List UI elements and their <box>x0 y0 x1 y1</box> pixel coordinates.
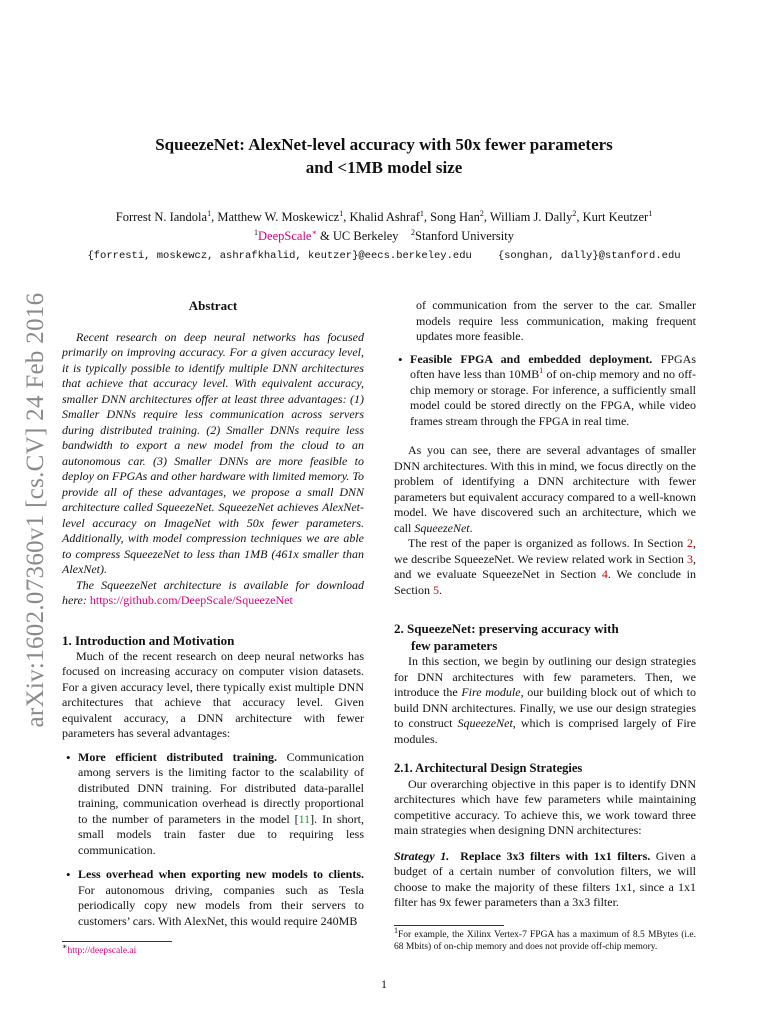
page-number: 1 <box>381 977 387 991</box>
sec2-text-a: In this section, we begin by outlining our design strategies for DNN architectures with few parameters. Then, we introduce the <box>394 654 696 699</box>
footnote-divider <box>62 941 172 942</box>
footnote-star[interactable]: ∗ <box>311 227 317 237</box>
footnote-1-text: For example, the Xilinx Vertex-7 FPGA has a maximum of 8.5 MBytes (i.e. 68 Mbits) of on-chip memory and does not provide off-chip memory. <box>394 929 696 952</box>
author-separator: , <box>343 210 350 224</box>
summary-paragraph <box>394 443 696 536</box>
affil-sup-1: 1 <box>254 227 259 237</box>
squeezenet-term-2: SqueezeNet <box>457 716 513 730</box>
list-item-exporting-models <box>62 867 364 929</box>
affiliations <box>0 229 768 244</box>
email-list <box>0 250 768 262</box>
strategy-1-title: Replace 3x3 filters with 1x1 filters. <box>460 848 651 863</box>
list-item-distributed-training <box>62 750 364 859</box>
org-text-c: , and we evaluate SqueezeNet in Section <box>394 551 696 581</box>
bullet-3-text-b: of on-chip memory and no off-chip memory or storage. For inference, a sufficiently small model could be stored directly on the FPGA, while video frames stream through the FPGA in real time. <box>410 367 696 428</box>
strategy-1-text: Given a budget of a certain number of convolution filters, we will choose to make the majority of these filters 1x1, since a 1x1 filter has 9x fewer parameters than a 3x3 filter. <box>394 848 696 909</box>
bullet-1-text: Communication among servers is the limiting factor to the scalability of distributed DNN training. For distributed data-parallel training, communication overhead is directly proportional to the number of parameters in the model [ <box>78 749 365 826</box>
github-link[interactable]: https://github.com/DeepScale/SqueezeNet <box>89 593 293 607</box>
bullet-2-text: For autonomous driving, companies such as Tesla periodically copy new models from their servers to customers’ cars. With AlexNet, this would require 240MB <box>78 882 364 928</box>
citation-11[interactable]: 11 <box>298 811 311 826</box>
author-separator: , <box>423 210 431 224</box>
list-item-fpga-deployment <box>394 352 696 430</box>
author-list <box>0 210 768 225</box>
advantages-list-continued <box>394 352 696 430</box>
strategy-1-label: Strategy 1. <box>394 848 450 863</box>
author-separator: , <box>483 210 490 224</box>
right-column <box>394 298 696 953</box>
abstract-heading: Abstract <box>188 298 238 313</box>
affil-sup-2: 2 <box>411 227 416 237</box>
deepscale-link[interactable]: DeepScale <box>258 229 312 243</box>
author-affil-sup: 1 <box>207 208 212 218</box>
abstract <box>62 330 364 609</box>
sec2-text-c: , which is comprised largely of Fire modules. <box>394 716 696 746</box>
abstract-availability-text: The SqueezeNet architecture is available for download here: <box>62 577 364 607</box>
footnote-divider-right <box>394 925 504 926</box>
abstract-paragraph-1: Recent research on deep neural networks has focused primarily on improving accuracy. For a given accuracy level, it is typically possible to identify multiple DNN architectures that achieve that accuracy level. With equivalent accuracy, smaller DNN architectures offer at least three advantages: (1) Smaller DNNs require less communication across servers during distributed training. (2) Smaller DNNs require less bandwidth to export a new model from the cloud to an autonomous car. (3) Smaller DNNs are more feasible to deploy on FPGAs and other hardware with limited memory. To provide all of these advantages, we propose a small DNN architecture called SqueezeNet. SqueezeNet achieves AlexNet-level accuracy on ImageNet with 50x fewer parameters. Additionally, with model compression techniques we are able to compress SqueezeNet to less than 1MB (461x smaller than AlexNet). <box>62 329 364 576</box>
author-name: Song Han <box>430 210 480 224</box>
footnote-1-marker[interactable]: 1 <box>539 366 544 375</box>
title-line-1: SqueezeNet: AlexNet-level accuracy with 50x fewer parameters <box>155 135 613 154</box>
organization-paragraph <box>394 536 696 598</box>
squeezenet-term: SqueezeNet <box>414 520 470 535</box>
author-name: Matthew W. Moskewicz <box>217 210 340 224</box>
advantages-list <box>62 750 364 930</box>
fire-module-term: Fire module <box>461 685 521 699</box>
section-2-heading <box>394 620 696 654</box>
title-line-2: and <1MB model size <box>305 158 463 177</box>
author-name: William J. Dally <box>489 210 573 224</box>
author-separator: , <box>576 210 583 224</box>
berkeley-emails: {forresti, moskewcz, ashrafkhalid, keutzer}@eecs.berkeley.edu <box>87 250 472 262</box>
footnote-1 <box>394 925 696 953</box>
section-2-1-paragraph: Our overarching objective in this paper is to identify DNN architectures which have few parameters while maintaining competitive accuracy. To achieve this, we work toward three main strategies when designing DNN architectures: <box>394 776 696 837</box>
sec2-text-b: , our building block out of which to build DNN architectures. Finally, we use our design strategies to construct <box>394 685 696 730</box>
bullet-3-text-a: FPGAs often have less than 10MB <box>410 351 696 381</box>
deepscale-url-link[interactable]: http://deepscale.ai <box>67 946 137 956</box>
left-column <box>62 298 364 957</box>
section-ref-4[interactable]: 4 <box>601 567 608 581</box>
author-affil-sup: 1 <box>648 208 653 218</box>
author-affil-sup: 1 <box>339 208 344 218</box>
section-2-heading-a: 2. SqueezeNet: preserving accuracy with <box>394 621 619 636</box>
paper-title <box>0 133 768 179</box>
section-2-1-heading: 2.1. Architectural Design Strategies <box>394 761 583 775</box>
abstract-paragraph-2 <box>62 578 364 609</box>
author-name: Kurt Keutzer <box>582 210 649 224</box>
section-2-paragraph <box>394 654 696 747</box>
bullet-2-title: Less overhead when exporting new models to clients. <box>78 867 364 881</box>
bullet-1-end: ]. In short, small models train faster due to requiring less communication. <box>78 811 364 857</box>
footnote-deepscale <box>62 941 364 957</box>
strategy-1-paragraph <box>394 849 696 911</box>
org-text-b: , we describe SqueezeNet. We review related work in Section <box>394 536 696 566</box>
author-affil-sup: 2 <box>479 208 484 218</box>
footnote-1-number: 1 <box>394 925 398 935</box>
stanford-emails: {songhan, dally}@stanford.edu <box>497 250 681 262</box>
summary-end: . <box>469 520 473 535</box>
author-name: Forrest N. Iandola <box>115 210 208 224</box>
arxiv-stamp: arXiv:1602.07360v1 [cs.CV] 24 Feb 2016 <box>22 292 49 728</box>
ucb-affil: & UC Berkeley <box>316 229 399 243</box>
author-separator: , <box>211 210 218 224</box>
bullet-1-title: More efficient distributed training. <box>78 749 278 764</box>
section-2-heading-b: few parameters <box>411 638 498 653</box>
bullet-2-continuation: of communication from the server to the car. Smaller models require less communication, making frequent updates more feasible. <box>416 298 696 343</box>
org-text-e: . <box>439 582 442 597</box>
stanford-affil: Stanford University <box>415 229 514 243</box>
section-ref-2[interactable]: 2 <box>687 536 693 550</box>
author-name: Khalid Ashraf <box>349 210 420 224</box>
org-text-d: . We conclude in Section <box>394 567 696 597</box>
bullet-3-title: Feasible FPGA and embedded deployment. <box>410 351 653 366</box>
org-text-a: The rest of the paper is organized as follows. In Section <box>408 536 687 550</box>
summary-text: As you can see, there are several advantages of smaller DNN architectures. With this in mind, we focus directly on the problem of identifying a DNN architecture with fewer parameters but equivalent accuracy compared to a well-known model. We have discovered such an architecture, which we call <box>394 443 696 535</box>
section-1-heading: 1. Introduction and Motivation <box>62 632 235 648</box>
intro-paragraph: Much of the recent research on deep neural networks has focused on increasing accuracy on computer vision datasets. For a given accuracy level, there typically exist multiple DNN architectures that achieve that accuracy level. Given equivalent accuracy, a DNN architecture with fewer parameters has several advantages: <box>62 648 364 740</box>
footnote-star-marker: ∗ <box>62 941 68 951</box>
author-affil-sup: 1 <box>419 208 424 218</box>
section-ref-3[interactable]: 3 <box>687 551 693 566</box>
section-ref-5[interactable]: 5 <box>433 582 439 597</box>
author-affil-sup: 2 <box>572 208 577 218</box>
